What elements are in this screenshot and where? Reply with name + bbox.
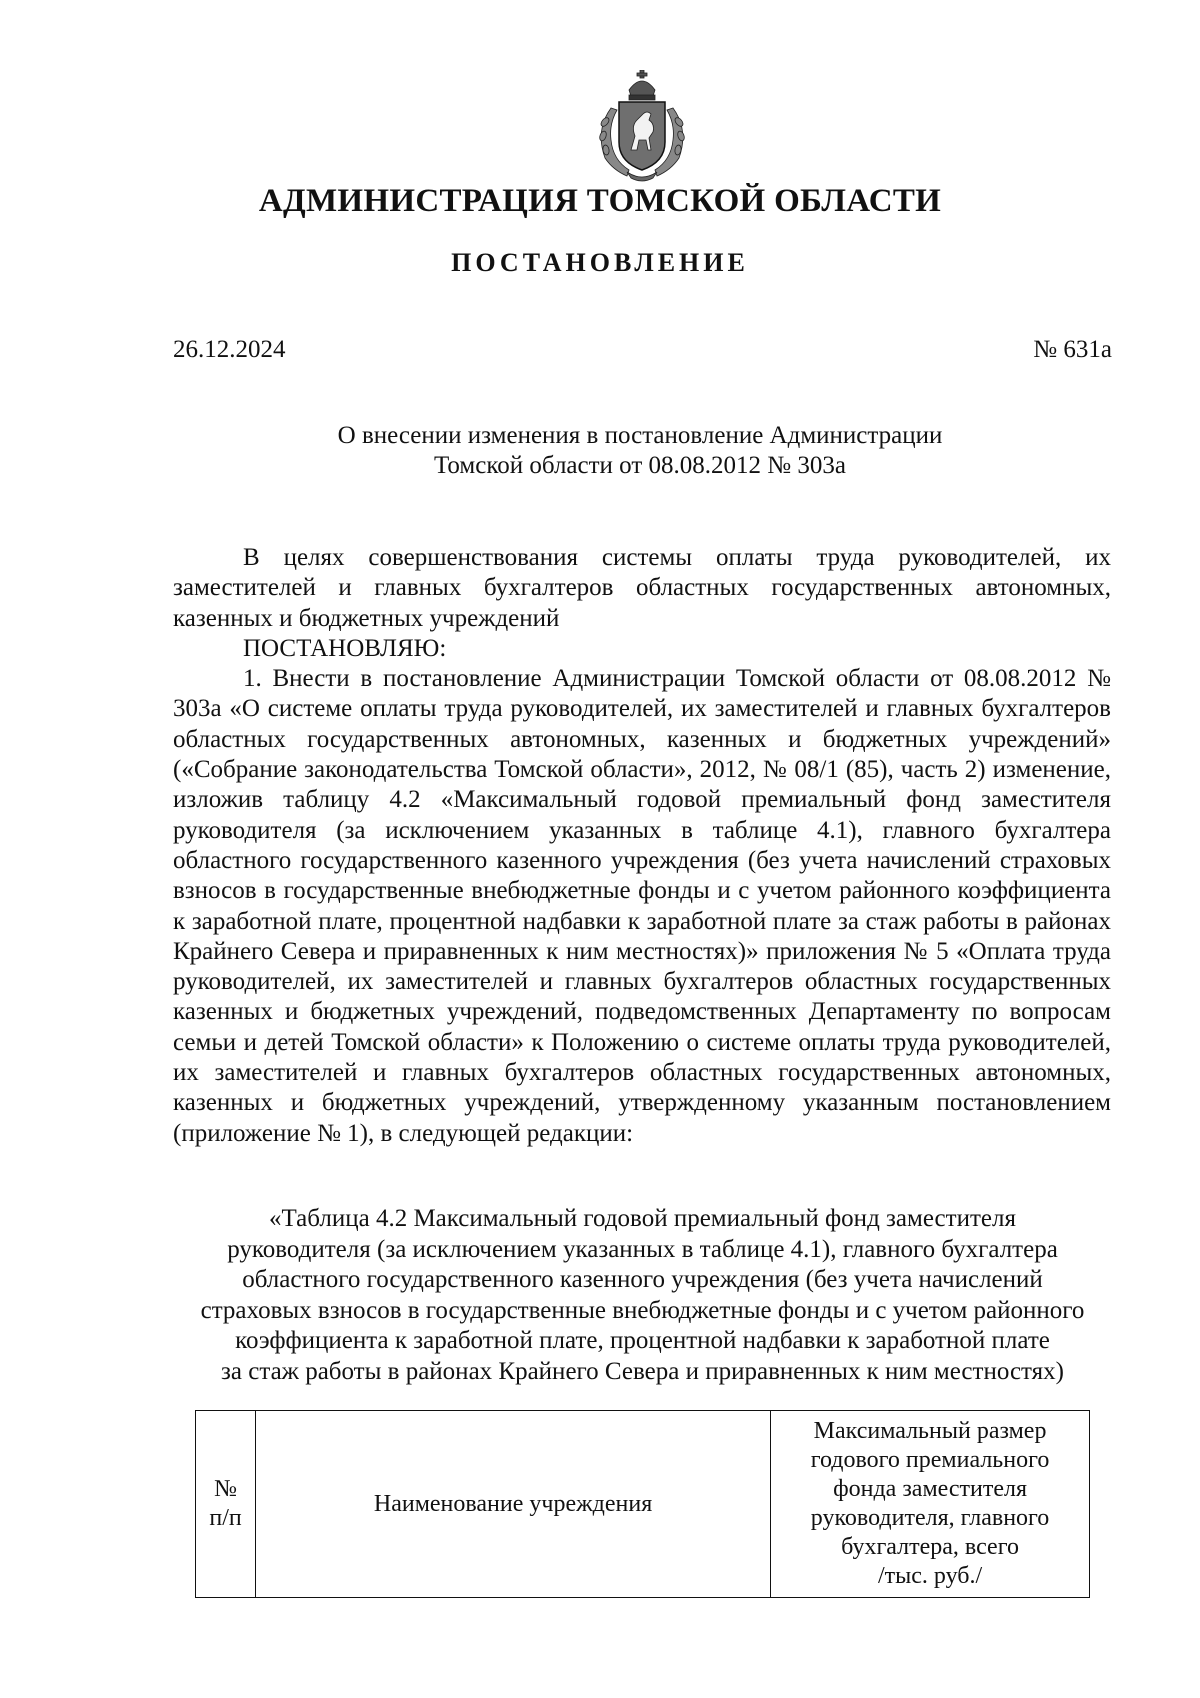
- subject-line: О внесении изменения в постановление Администрации: [337, 422, 943, 449]
- table-title-line: страховых взносов в государственные внебюджетные фонды и с учетом районного: [200, 1296, 1085, 1324]
- document-date: 26.12.2024: [173, 336, 286, 363]
- organization-title: АДМИНИСТРАЦИЯ ТОМСКОЙ ОБЛАСТИ: [258, 183, 942, 219]
- preamble-paragraph: В целях совершенствования системы оплаты труда руководителей, их заместителей и главных бухгалтеров областных государственных автономных, казенных и бюджетных учреждений: [173, 544, 1111, 632]
- document-body: [173, 543, 1111, 1149]
- header-max-line: Максимальный размер: [813, 1418, 1047, 1444]
- header-number: [196, 1411, 256, 1598]
- table-title-line: «Таблица 4.2 Максимальный годовой премиальный фонд заместителя: [269, 1205, 1016, 1232]
- header-number-line: п/п: [209, 1505, 242, 1531]
- decree-word: ПОСТАНОВЛЯЮ:: [243, 634, 447, 662]
- coat-of-arms-icon: [591, 70, 693, 182]
- document-number: № 631а: [1033, 336, 1112, 363]
- header-max-line: /тыс. руб./: [877, 1563, 983, 1589]
- header-max-line: фонда заместителя: [833, 1476, 1028, 1502]
- header-number-line: №: [214, 1476, 237, 1502]
- subject-line: Томской области от 08.08.2012 № 303а: [434, 452, 846, 479]
- header-institution-name: Наименование учреждения: [256, 1411, 771, 1598]
- header-max-fund: [771, 1411, 1090, 1598]
- item-1-paragraph: 1. Внести в постановление Администрации Томской области от 08.08.2012 № 303а «О системе оплаты труда руководителей, их заместителей и главных бухгалтеров областных государственных автономных, казенных и бюджетных учреждений» («Собрание законодательства Томской области», 2012, № 08/1 (85), часть 2) изменение, изложив таблицу 4.2 «Максимальный годовой премиальный фонд заместителя руководителя (за исключением указанных в таблице 4.1), главного бухгалтера областного государственного казенного учреждения (без учета начислений страховых взносов в государственные внебюджетные фонды и с учетом районного коэффициента к заработной плате, процентной надбавки к заработной плате за стаж работы в районах Крайнего Севера и приравненных к ним местностях)» приложения № 5 «Оплата труда руководителей, их заместителей и главных бухгалтеров областных государственных казенных и бюджетных учреждений, подведомственных Департаменту по вопросам семьи и детей Томской области» к Положению о системе оплаты труда руководителей, их заместителей и главных бухгалтеров областных государственных автономных, казенных и бюджетных учреждений, утвержденному указанным постановлением (приложение № 1), в следующей редакции:: [173, 665, 1111, 1147]
- table-title-line: областного государственного казенного учреждения (без учета начислений: [242, 1266, 1043, 1294]
- table-title: [170, 1204, 1115, 1388]
- header-max-line: руководителя, главного: [810, 1505, 1050, 1531]
- document-subject: [230, 421, 1050, 481]
- table-title-line: руководителя (за исключением указанных в таблице 4.1), главного бухгалтера: [227, 1235, 1058, 1263]
- table-title-line: за стаж работы в районах Крайнего Севера и приравненных к ним местностях): [221, 1357, 1064, 1385]
- table-title-line: коэффициента к заработной плате, процентной надбавки к заработной плате: [235, 1327, 1050, 1355]
- document-type: ПОСТАНОВЛЕНИЕ: [451, 248, 749, 277]
- table-header-row: [196, 1411, 1090, 1598]
- header-max-line: годового премиального: [810, 1447, 1050, 1473]
- header-max-line: бухгалтера, всего: [841, 1534, 1019, 1560]
- premium-fund-table: [195, 1410, 1090, 1598]
